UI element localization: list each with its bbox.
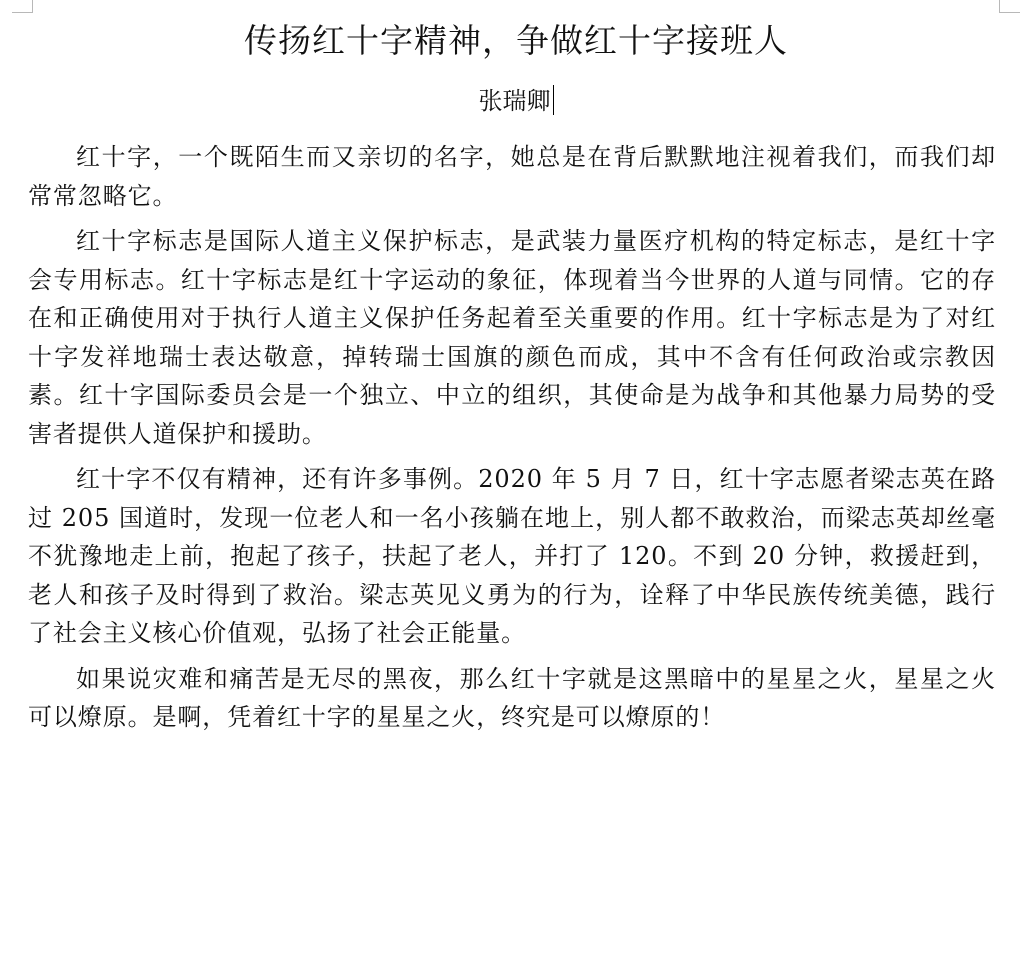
author-line[interactable]: [0, 82, 1032, 120]
document-body[interactable]: [28, 138, 996, 744]
paragraph-2[interactable]: 红十字标志是国际人道主义保护标志，是武装力量医疗机构的特定标志，是红十字会专用标志。红十字标志是红十字运动的象征，体现着当今世界的人道与同情。它的存在和正确使用对于执行人道主义保护任务起着至关重要的作用。红十字标志是为了对红十字发祥地瑞士表达敬意，掉转瑞士国旗的颜色而成，其中不含有任何政治或宗教因素。红十字国际委员会是一个独立、中立的组织，其使命是为战争和其他暴力局势的受害者提供人道保护和援助。: [28, 227, 996, 448]
text-cursor: [553, 85, 554, 115]
paragraph-1[interactable]: 红十字，一个既陌生而又亲切的名字，她总是在背后默默地注视着我们，而我们却常常忽略它。: [28, 143, 996, 210]
paragraph-3[interactable]: 红十字不仅有精神，还有许多事例。2020 年 5 月 7 日，红十字志愿者梁志英在路过 205 国道时，发现一位老人和一名小孩躺在地上，别人都不敢救治，而梁志英却丝毫不犹豫地走上前，抱起了孩子，扶起了老人，并打了 120。不到 20 分钟，救援赶到，老人和孩子及时得到了救治。梁志英见义勇为的行为，诠释了中华民族传统美德，践行了社会主义核心价值观，弘扬了社会正能量。: [28, 465, 996, 647]
crop-mark-top-left: [12, 0, 33, 13]
crop-mark-top-right: [999, 0, 1020, 13]
author-name[interactable]: 张瑞卿: [478, 87, 551, 115]
document-title[interactable]: 传扬红十字精神，争做红十字接班人: [244, 21, 788, 60]
paragraph-4[interactable]: 如果说灾难和痛苦是无尽的黑夜，那么红十字就是这黑暗中的星星之火，星星之火可以燎原。是啊，凭着红十字的星星之火，终究是可以燎原的！: [28, 664, 996, 731]
